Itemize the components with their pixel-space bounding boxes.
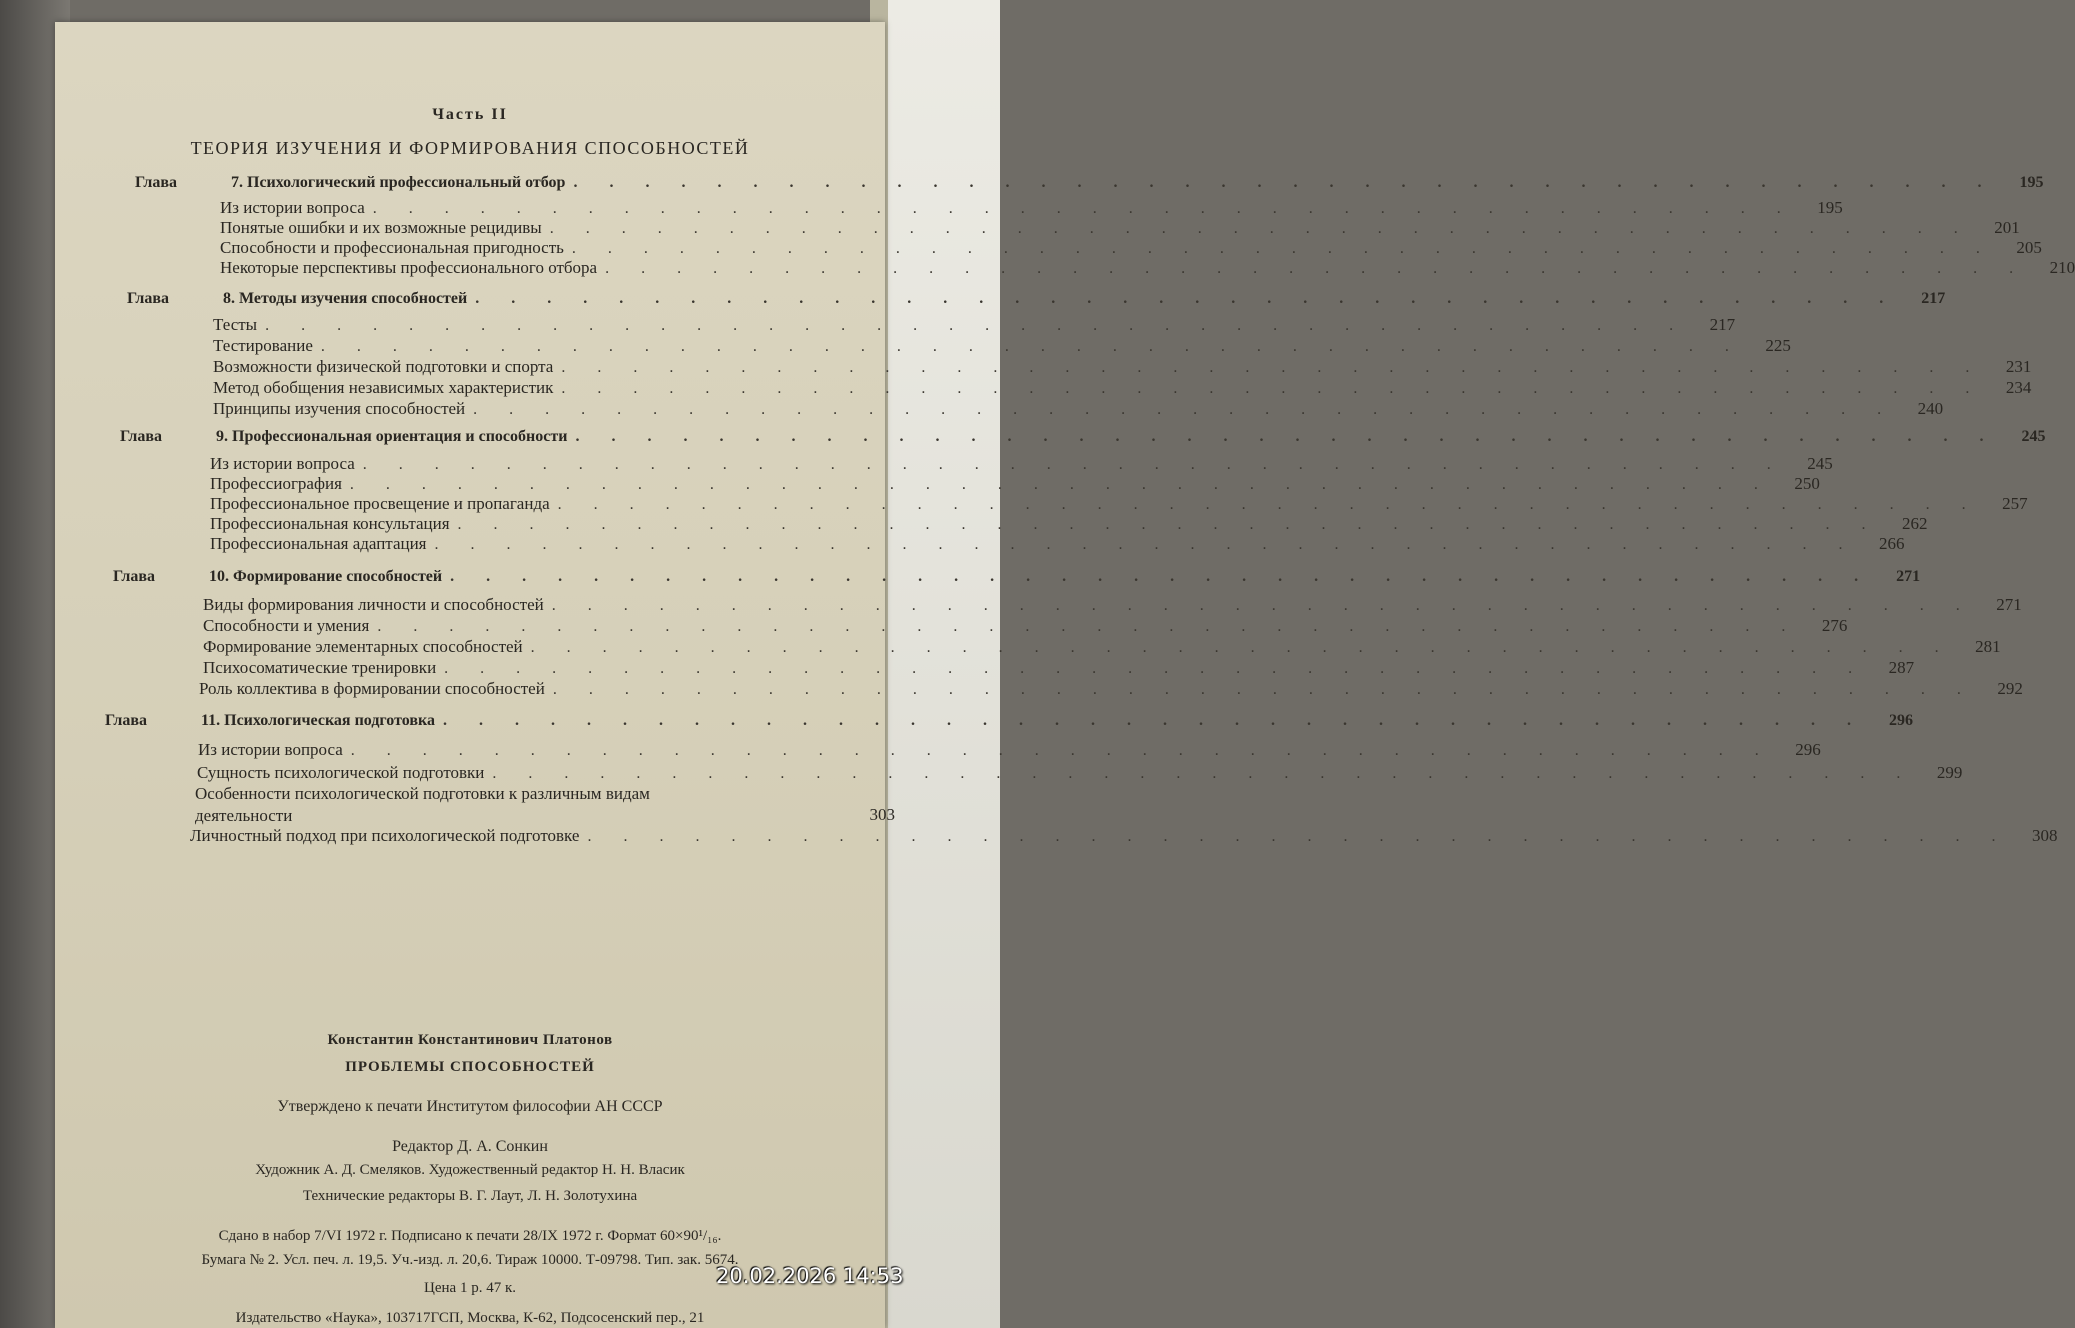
section-row <box>213 336 1791 356</box>
dot-leader: . . . . . . . . . . . . . . . . . . . . . . . . . . . . . . . . . . . . . . . . <box>372 200 1795 217</box>
photo-timestamp: 20.02.2026 14:53 <box>716 1264 904 1288</box>
chapter-title: 8. Методы изучения способностей <box>223 290 468 307</box>
section-title: Принципы изучения способностей <box>213 399 466 418</box>
chapter-title: 11. Психологическая подготовка <box>201 712 435 729</box>
chapter-10 <box>113 568 1921 586</box>
dot-leader: . . . . . . . . . . . . . . . . . . . . . . . . . . . . . . . . . . . . . . . . <box>587 828 2010 845</box>
chapter-page: 217 <box>1921 290 1946 307</box>
section-page: 250 <box>1794 474 1820 493</box>
section-row <box>210 474 1820 494</box>
dot-leader: . . . . . . . . . . . . . . . . . . . . . . . . . . . . . . . . . . . . . . . . <box>320 338 1743 355</box>
section-title: Из истории вопроса <box>210 454 355 473</box>
imprint-publisher: Издательство «Наука», 103717ГСП, Москва, К-62, Подсосенский пер., 21 <box>235 1310 705 1326</box>
section-row <box>203 616 1848 636</box>
imprint-print-dates: Сдано в набор 7/VI 1972 г. Подписано к печати 28/IX 1972 г. Формат 60×90¹/₁₆. <box>218 1228 722 1244</box>
section-title: Формирование элементарных способностей <box>203 637 523 656</box>
dot-leader: . . . . . . . . . . . . . . . . . . . . . . . . . . . . . . . . . . . . . . . . <box>573 174 1996 191</box>
section-title: Тесты <box>213 315 258 334</box>
section-title: Понятые ошибки и их возможные рецидивы <box>220 218 542 237</box>
dot-leader: . . . . . . . . . . . . . . . . . . . . . . . . . . . . . . . . . . . . . . . . <box>561 359 1984 376</box>
chapter-glava: Глава <box>127 290 169 307</box>
section-title: Способности и профессиональная пригодность <box>220 238 564 257</box>
section-page: 281 <box>1975 637 2001 656</box>
chapter-page: 296 <box>1888 712 1913 729</box>
section-row <box>210 514 1928 534</box>
chapter-title: 10. Формирование способностей <box>209 568 443 585</box>
section-row <box>210 534 1905 554</box>
dot-leader: . . . . . . . . . . . . . . . . . . . . . . . . . . . . . . . . . . . . . . . . <box>575 428 1998 445</box>
section-row <box>213 378 2032 398</box>
part-label: Часть II <box>432 106 508 123</box>
section-title: Профессиография <box>210 474 342 493</box>
section-page: 234 <box>2005 378 2032 397</box>
chapter-page: 195 <box>2019 174 2044 191</box>
imprint-approved: Утверждено к печати Институтом философии АН СССР <box>277 1098 663 1115</box>
section-page: 276 <box>1821 616 1848 635</box>
dot-leader: . . . . . . . . . . . . . . . . . . . . . . . . . . . . . . . . . . . . . . . . <box>457 516 1880 533</box>
dot-leader: . . . . . . . . . . . . . . . . . . . . . . . . . . . . . . . . . . . . . . . . <box>434 536 1857 553</box>
part-title: ТЕОРИЯ ИЗУЧЕНИЯ И ФОРМИРОВАНИЯ СПОСОБНОСТЕЙ <box>190 138 750 158</box>
section-row <box>210 454 1833 474</box>
section-row <box>197 763 1963 783</box>
section-page: 240 <box>1917 399 1944 418</box>
section-title: Из истории вопроса <box>220 198 365 217</box>
imprint-book-title: ПРОБЛЕМЫ СПОСОБНОСТЕЙ <box>345 1059 595 1075</box>
dot-leader: . . . . . . . . . . . . . . . . . . . . . . . . . . . . . . . . . . . . . . . . <box>265 317 1688 334</box>
section-row <box>190 826 2058 846</box>
section-multiline <box>195 783 650 827</box>
section-title: Виды формирования личности и способностей <box>203 595 544 614</box>
section-title: Метод обобщения независимых характеристик <box>213 378 554 397</box>
chapter-glava: Глава <box>120 428 162 445</box>
section-page: 231 <box>2005 357 2032 376</box>
section-row <box>203 637 2001 657</box>
imprint-artist: Художник А. Д. Смеляков. Художественный редактор Н. Н. Власик <box>255 1162 685 1178</box>
section-page: 296 <box>1795 740 1821 759</box>
section-page: 271 <box>1996 595 2022 614</box>
section-page: 292 <box>1997 679 2023 698</box>
section-row <box>213 357 2032 377</box>
dot-leader: . . . . . . . . . . . . . . . . . . . . . . . . . . . . . . . . . . . . . . . . <box>492 765 1915 782</box>
dot-leader: . . . . . . . . . . . . . . . . . . . . . . . . . . . . . . . . . . . . . . . . <box>561 380 1984 397</box>
section-row <box>213 399 1944 419</box>
section-title: Роль коллектива в формировании способностей <box>199 679 545 698</box>
section-title: Психосоматические тренировки <box>203 658 437 677</box>
dot-leader: . . . . . . . . . . . . . . . . . . . . . . . . . . . . . . . . . . . . . . . . <box>350 742 1773 759</box>
dot-leader: . . . . . . . . . . . . . . . . . . . . . . . . . . . . . . . . . . . . . . . . <box>473 401 1896 418</box>
section-title: Некоторые перспективы профессионального отбора <box>220 258 598 277</box>
dot-leader: . . . . . . . . . . . . . . . . . . . . . . . . . . . . . . . . . . . . . . . . <box>552 681 1975 698</box>
imprint-paper-info: Бумага № 2. Усл. печ. л. 19,5. Уч.-изд. л. 20,6. Тираж 10000. Т-09798. Тип. зак. 5674. <box>201 1252 739 1268</box>
chapter-7 <box>135 174 2044 192</box>
section-title-line1: Особенности психологической подготовки к различным видам <box>195 784 650 803</box>
chapter-9 <box>120 428 2046 446</box>
section-title: Личностный подход при психологической подготовке <box>190 826 580 845</box>
section-title-line2: деятельности <box>195 806 293 825</box>
section-title: Из истории вопроса <box>198 740 343 759</box>
imprint-price: Цена 1 р. 47 к. <box>424 1280 516 1296</box>
section-title: Тестирование <box>213 336 313 355</box>
section-page: 201 <box>1994 218 2020 237</box>
section-row <box>213 315 1736 335</box>
dot-leader: . . . . . . . . . . . . . . . . . . . . . . . . . . . . . . . . . . . . . . . . <box>605 260 2028 277</box>
dot-leader: . . . . . . . . . . . . . . . . . . . . . . . . . . . . . . . . . . . . . . . . <box>571 240 1994 257</box>
dot-leader: . . . . . . . . . . . . . . . . . . . . . . . . . . . . . . . . . . . . . . . . <box>530 639 1953 656</box>
imprint-author: Константин Константинович Платонов <box>327 1032 613 1048</box>
section-title: Способности и умения <box>203 616 370 635</box>
section-title: Профессиональная консультация <box>210 514 450 533</box>
section-title: Профессиональная адаптация <box>210 534 427 553</box>
section-page: 266 <box>1879 534 1905 553</box>
section-row <box>220 238 2042 258</box>
section-title: Сущность психологической подготовки <box>197 763 485 782</box>
section-row <box>198 740 1821 760</box>
dot-leader: . . . . . . . . . . . . . . . . . . . . . . . . . . . . . . . . . . . . . . . . <box>444 660 1867 677</box>
dot-leader: . . . . . . . . . . . . . . . . . . . . . . . . . . . . . . . . . . . . . . . . <box>450 568 1873 585</box>
dot-leader: . . . . . . . . . . . . . . . . . . . . . . . . . . . . . . . . . . . . . . . . <box>475 290 1898 307</box>
section-page: 210 <box>2049 258 2075 277</box>
section-row <box>220 258 2075 278</box>
section-page: 205 <box>2016 238 2042 257</box>
section-row <box>203 595 2022 615</box>
chapter-page: 245 <box>2021 428 2046 445</box>
dot-leader: . . . . . . . . . . . . . . . . . . . . . . . . . . . . . . . . . . . . . . . . <box>551 597 1974 614</box>
imprint-tech-editors: Технические редакторы В. Г. Лаут, Л. Н. Золотухина <box>302 1188 638 1204</box>
section-page: 299 <box>1936 763 1963 782</box>
section-row <box>220 198 1843 218</box>
imprint-editor: Редактор Д. А. Сонкин <box>392 1138 548 1155</box>
section-row <box>220 218 2020 238</box>
dot-leader: . . . . . . . . . . . . . . . . . . . . . . . . . . . . . . . . . . . . . . . . <box>362 456 1785 473</box>
chapter-title: 9. Профессиональная ориентация и способности <box>216 428 568 445</box>
section-page: 308 <box>2031 826 2058 845</box>
section-page: 287 <box>1888 658 1915 677</box>
dot-leader: . . . . . . . . . . . . . . . . . . . . . . . . . . . . . . . . . . . . . . . . <box>549 220 1972 237</box>
section-title: Возможности физической подготовки и спорта <box>213 357 554 376</box>
dot-leader: . . . . . . . . . . . . . . . . . . . . . . . . . . . . . . . . . . . . . . . . <box>557 496 1980 513</box>
dot-leader: . . . . . . . . . . . . . . . . . . . . . . . . . . . . . . . . . . . . . . . . <box>377 618 1800 635</box>
chapter-page: 271 <box>1896 568 1921 585</box>
chapter-title: 7. Психологический профессиональный отбор <box>231 174 566 191</box>
section-page: 262 <box>1902 514 1928 533</box>
section-page: 303 <box>869 805 895 824</box>
chapter-glava: Глава <box>135 174 177 191</box>
chapter-glava: Глава <box>105 712 147 729</box>
chapter-glava: Глава <box>113 568 155 585</box>
section-page: 225 <box>1765 336 1791 355</box>
section-page: 245 <box>1807 454 1833 473</box>
section-page: 195 <box>1817 198 1843 217</box>
dot-leader: . . . . . . . . . . . . . . . . . . . . . . . . . . . . . . . . . . . . . . . . <box>442 712 1865 729</box>
chapter-8 <box>127 290 1946 308</box>
chapter-11 <box>105 712 1913 730</box>
section-row <box>855 805 905 825</box>
section-row <box>199 679 2023 699</box>
book-page <box>55 22 2075 1328</box>
section-page: 257 <box>2002 494 2028 513</box>
dot-leader: . . . . . . . . . . . . . . . . . . . . . . . . . . . . . . . . . . . . . . . . <box>349 476 1772 493</box>
section-row <box>210 494 2028 514</box>
section-row <box>203 658 1915 678</box>
section-page: 217 <box>1709 315 1736 334</box>
section-title: Профессиональное просвещение и пропаганда <box>210 494 550 513</box>
